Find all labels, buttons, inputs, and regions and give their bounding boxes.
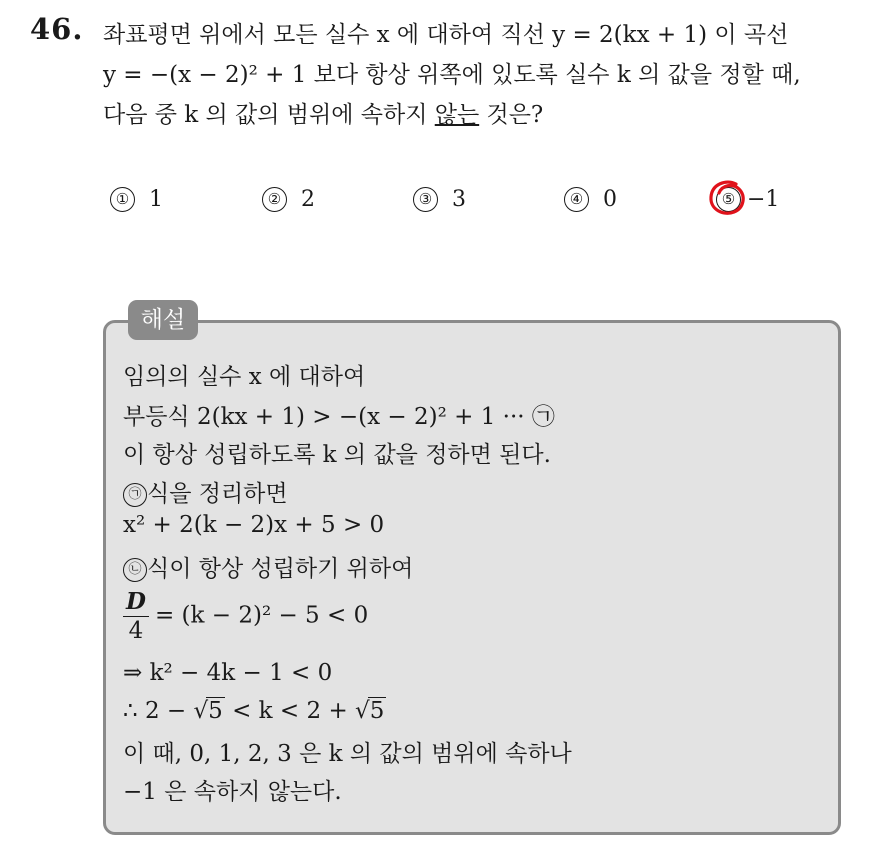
choice-1-mark: ① bbox=[110, 187, 135, 212]
sqrt-radicand-2: 5 bbox=[369, 698, 385, 724]
choice-1-value: 1 bbox=[149, 187, 163, 212]
choice-3-mark: ③ bbox=[413, 187, 438, 212]
solution-line-10: 이 때, 0, 1, 2, 3 은 k 의 값의 범위에 속하나 bbox=[123, 741, 572, 767]
choice-5-mark: ⑤ bbox=[716, 187, 741, 212]
solution-line-1: 임의의 실수 x 에 대하여 bbox=[123, 364, 366, 390]
solution-line-7-text: = (k − 2)² − 5 < 0 bbox=[154, 602, 369, 629]
solution-tag: 해설 bbox=[128, 300, 198, 340]
answer-circle-mark-icon bbox=[706, 178, 750, 218]
question-line-2: y = −(x − 2)² + 1 보다 항상 위쪽에 있도록 실수 k 의 값을 정할 때, bbox=[103, 62, 801, 88]
sqrt-radicand-1: 5 bbox=[208, 698, 223, 724]
solution-line-3: 이 항상 성립하도록 k 의 값을 정하면 된다. bbox=[123, 442, 551, 468]
choice-1[interactable] bbox=[110, 187, 163, 212]
choice-2-value: 2 bbox=[301, 187, 315, 212]
choice-4[interactable] bbox=[564, 187, 617, 212]
choice-2[interactable] bbox=[262, 187, 315, 212]
question-line-3-post: 것은? bbox=[479, 102, 544, 128]
question-number: 46. bbox=[30, 12, 84, 46]
choice-4-mark: ④ bbox=[564, 187, 589, 212]
choice-3[interactable] bbox=[413, 187, 466, 212]
question-line-3 bbox=[103, 96, 543, 129]
choice-5-value: −1 bbox=[747, 187, 780, 212]
solution-line-6-text: 식이 항상 성립하기 위하여 bbox=[147, 556, 414, 582]
solution-line-9-mid: < k < 2 + bbox=[224, 698, 356, 724]
fraction-numerator: D bbox=[123, 588, 149, 617]
solution-line-4 bbox=[123, 475, 288, 508]
solution-line-8: ⇒ k² − 4k − 1 < 0 bbox=[123, 660, 333, 686]
choice-3-value: 3 bbox=[452, 187, 466, 212]
solution-line-9-pre: ∴ 2 − bbox=[123, 698, 194, 724]
emphasis-underline: 않는 bbox=[434, 102, 480, 128]
solution-line-7 bbox=[123, 588, 368, 645]
solution-line-6-mark: ㉡ bbox=[123, 558, 147, 582]
choice-2-mark: ② bbox=[262, 187, 287, 212]
solution-line-11: −1 은 속하지 않는다. bbox=[123, 779, 342, 805]
choice-4-value: 0 bbox=[603, 187, 617, 212]
solution-line-5: x² + 2(k − 2)x + 5 > 0 bbox=[123, 512, 385, 538]
fraction-denominator: 4 bbox=[128, 618, 144, 644]
solution-line-9: ∴ 2 − √5 < k < 2 + √5 bbox=[123, 698, 385, 724]
question-line-1: 좌표평면 위에서 모든 실수 x 에 대하여 직선 y = 2(kx + 1) 이 곡선 bbox=[103, 22, 789, 48]
solution-line-4-mark: ㉠ bbox=[123, 483, 147, 507]
question-line-3-pre: 다음 중 k 의 값의 범위에 속하지 bbox=[103, 102, 435, 128]
solution-line-4-text: 식을 정리하면 bbox=[147, 481, 288, 507]
discriminant-fraction bbox=[123, 588, 149, 645]
solution-line-6 bbox=[123, 550, 413, 583]
solution-line-2: 부등식 2(kx + 1) > −(x − 2)² + 1 ··· ㉠ bbox=[123, 404, 555, 430]
